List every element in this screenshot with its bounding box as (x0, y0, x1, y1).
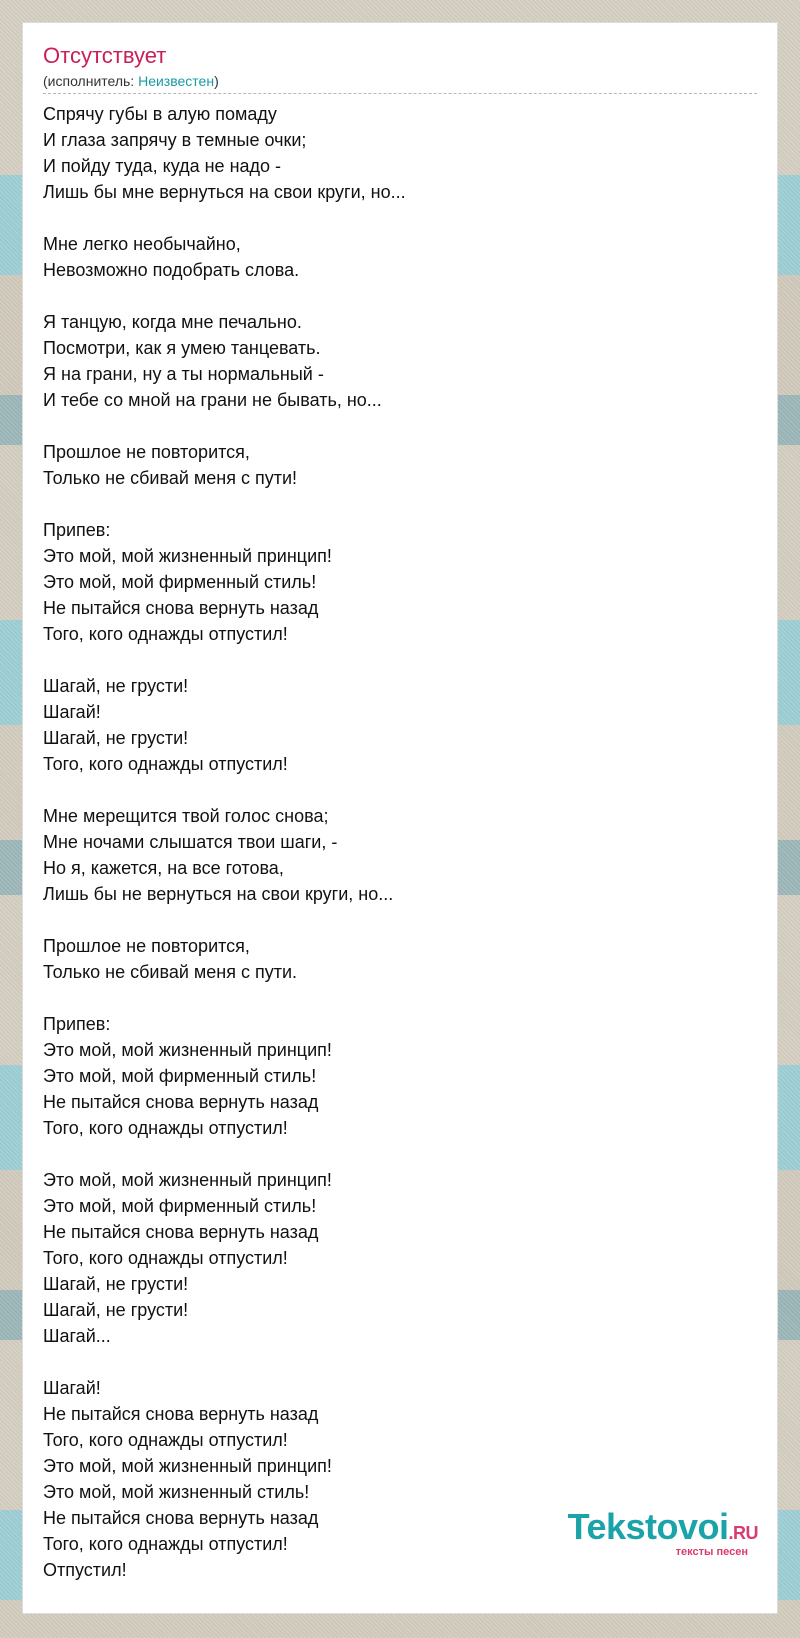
lyric-line: Это мой, мой фирменный стиль! (43, 1196, 317, 1216)
stanza-break (43, 205, 743, 231)
lyric-line: Это мой, мой фирменный стиль! (43, 572, 317, 592)
lyrics-text (43, 101, 743, 1583)
lyric-line: Того, кого однажды отпустил! (43, 1534, 288, 1554)
stanza-break (43, 491, 743, 517)
lyric-line: Я танцую, когда мне печально. (43, 312, 302, 332)
lyric-line: Только не сбивай меня с пути. (43, 962, 298, 982)
lyric-line: Мне легко необычайно, (43, 234, 241, 254)
lyric-line: Прошлое не повторится, (43, 936, 250, 956)
lyric-line: Того, кого однажды отпустил! (43, 1430, 288, 1450)
song-title: Отсутствует (43, 43, 167, 68)
lyric-line: Того, кого однажды отпустил! (43, 1248, 288, 1268)
artist-prefix: (исполнитель: (43, 73, 139, 89)
lyric-line: Не пытайся снова вернуть назад (43, 1508, 319, 1528)
lyric-line: Того, кого однажды отпустил! (43, 754, 288, 774)
lyric-line: Припев: (43, 1014, 111, 1034)
lyric-line: Не пытайся снова вернуть назад (43, 1404, 319, 1424)
lyric-line: Шагай, не грусти! (43, 1274, 189, 1294)
lyric-line: Того, кого однажды отпустил! (43, 1118, 288, 1138)
stanza-break (43, 985, 743, 1011)
stanza-break (43, 1349, 743, 1375)
lyric-line: И глаза запрячу в темные очки; (43, 130, 307, 150)
title-divider (43, 93, 757, 94)
logo-name: Tekstovoi (567, 1506, 729, 1547)
lyric-line: Это мой, мой жизненный принцип! (43, 1170, 332, 1190)
lyric-line: Мне ночами слышатся твои шаги, - (43, 832, 338, 852)
lyric-line: Это мой, мой жизненный принцип! (43, 546, 332, 566)
lyric-line: Шагай! (43, 1378, 101, 1398)
lyrics-page (22, 22, 778, 1614)
lyric-line: Шагай... (43, 1326, 111, 1346)
site-logo[interactable] (568, 1508, 758, 1558)
lyric-line: И пойду туда, куда не надо - (43, 156, 282, 176)
lyric-line: Лишь бы мне вернуться на свои круги, но... (43, 182, 406, 202)
lyric-line: Шагай, не грусти! (43, 728, 189, 748)
logo-tld: .RU (728, 1523, 758, 1543)
lyric-line: Невозможно подобрать слова. (43, 260, 300, 280)
lyric-line: Того, кого однажды отпустил! (43, 624, 288, 644)
lyric-line: Шагай, не грусти! (43, 1300, 189, 1320)
stanza-break (43, 413, 743, 439)
stanza-break (43, 777, 743, 803)
lyric-line: Не пытайся снова вернуть назад (43, 598, 319, 618)
lyric-line: Припев: (43, 520, 111, 540)
artist-line (43, 73, 219, 89)
artist-link[interactable]: Неизвестен (138, 73, 215, 89)
lyric-line: И тебе со мной на грани не бывать, но... (43, 390, 382, 410)
logo-tagline: тексты песен (675, 1546, 748, 1558)
stanza-break (43, 907, 743, 933)
lyric-line: Шагай, не грусти! (43, 676, 189, 696)
lyric-line: Это мой, мой жизненный стиль! (43, 1482, 310, 1502)
lyric-line: Я на грани, ну а ты нормальный - (43, 364, 324, 384)
lyric-line: Мне мерещится твой голос снова; (43, 806, 329, 826)
lyric-line: Шагай! (43, 702, 101, 722)
lyric-line: Не пытайся снова вернуть назад (43, 1092, 319, 1112)
lyric-line: Это мой, мой фирменный стиль! (43, 1066, 317, 1086)
lyric-line: Не пытайся снова вернуть назад (43, 1222, 319, 1242)
lyric-line: Это мой, мой жизненный принцип! (43, 1456, 332, 1476)
artist-suffix: ) (214, 73, 219, 89)
lyric-line: Отпустил! (43, 1560, 127, 1580)
lyric-line: Лишь бы не вернуться на свои круги, но... (43, 884, 394, 904)
lyric-line: Посмотри, как я умею танцевать. (43, 338, 321, 358)
stanza-break (43, 647, 743, 673)
lyric-line: Это мой, мой жизненный принцип! (43, 1040, 332, 1060)
lyric-line: Но я, кажется, на все готова, (43, 858, 284, 878)
stanza-break (43, 1141, 743, 1167)
lyric-line: Только не сбивай меня с пути! (43, 468, 298, 488)
stanza-break (43, 283, 743, 309)
lyric-line: Спрячу губы в алую помаду (43, 104, 277, 124)
lyric-line: Прошлое не повторится, (43, 442, 250, 462)
